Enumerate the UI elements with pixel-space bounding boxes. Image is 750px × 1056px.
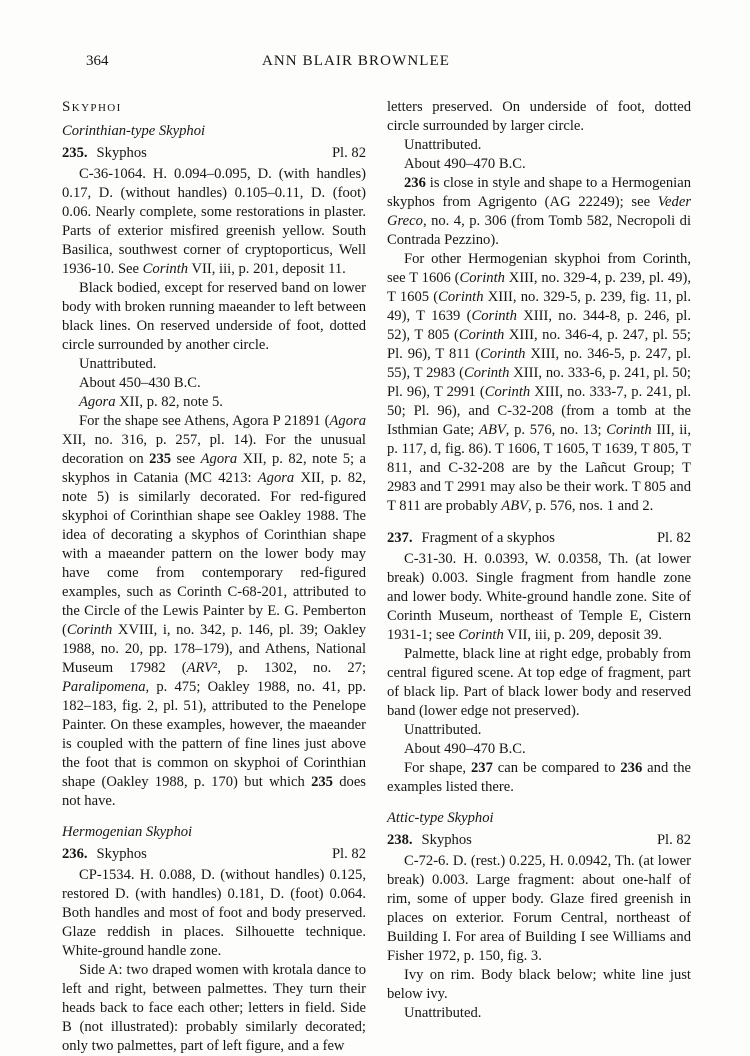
running-head: ANN BLAIR BROWNLEE bbox=[261, 53, 451, 69]
entry-heading bbox=[62, 845, 366, 864]
paragraph: Unattributed. bbox=[79, 356, 157, 372]
plate-reference: Pl. 82 bbox=[656, 832, 691, 848]
italic-citation: Corinth bbox=[438, 289, 484, 305]
subsection-heading: Corinthian-type Skyphoi bbox=[62, 123, 206, 139]
italic-citation: Corinth bbox=[471, 308, 517, 324]
entry-heading bbox=[62, 144, 366, 163]
italic-citation: Agora bbox=[329, 413, 366, 429]
paragraph: For other Hermogenian skyphoi from Corinth, see T 1606 (Corinth XIII, no. 329-4, p. 239, pl. 49), T 1605 (Corinth XIII, no. 329-5, p. 239, fig. 11, pl. 49), T 1639 (Corinth XIII, no. 344-8, p. 246, pl. 52), T 805 (Corinth XIII, no. 346-4, p. 247, pl. 55; Pl. 96), T 811 (Corinth XIII, no. 346-5, p. 247, pl. 55), T 2983 (Corinth XIII, no. 333-6, p. 241, pl. 50; Pl. 96), T 2991 (Corinth XIII, no. 333-7, p. 241, pl. 50; Pl. 96), and C-32-208 (from a tomb at the Isthmian Gate; ABV, p. 576, no. 13; Corinth III, ii, p. 117, d, fig. 86). T 1606, T 1605, T 1639, T 805, T 811, and C-32-208 are by the Lañcut Group; T 2983 and T 2991 may also be their work. T 805 and T 811 are probably ABV, p. 576, nos. 1 and 2. bbox=[387, 251, 691, 514]
subsection-heading: Attic-type Skyphoi bbox=[387, 810, 494, 826]
paragraph: letters preserved. On underside of foot, dotted circle surrounded by larger circle. bbox=[387, 99, 691, 134]
paragraph: About 490–470 B.C. bbox=[404, 741, 526, 757]
italic-citation: Corinth bbox=[459, 270, 505, 286]
paragraph: C-31-30. H. 0.0393, W. 0.0358, Th. (at lower break) 0.003. Single fragment from handle zone and lower body. White-ground handle zone. Site of Corinth Museum, northeast of Temple E, Cistern 1931-1; see Corinth VII, iii, p. 209, deposit 39. bbox=[387, 551, 691, 643]
paragraph: About 450–430 B.C. bbox=[79, 375, 201, 391]
entry-title: Skyphos bbox=[96, 846, 147, 862]
italic-citation: Corinth bbox=[458, 327, 505, 343]
bold-entry-reference: 236 bbox=[620, 760, 643, 776]
paragraph: Side A: two draped women with krotala dance to left and right, between palmettes. They turn their heads back to face each other; letters in field. Side B (not illustrated): probably similarly decorated; only two palmettes, part of left figure, and a few bbox=[62, 962, 366, 1054]
paragraph: CP-1534. H. 0.088, D. (without handles) 0.125, restored D. (with handles) 0.181, D. (foot) 0.064. Both handles and most of foot and body preserved. Glaze reddish in places. Silhouette technique. White-ground handle zone. bbox=[62, 867, 366, 959]
plate-reference: Pl. 82 bbox=[331, 145, 366, 161]
paragraph: Ivy on rim. Body black below; white line just below ivy. bbox=[387, 967, 691, 1002]
italic-citation: Corinth bbox=[66, 622, 113, 638]
paragraph: Agora XII, p. 82, note 5. bbox=[79, 394, 223, 410]
italic-citation: Corinth bbox=[458, 627, 504, 643]
italic-citation: Agora bbox=[79, 394, 116, 410]
italic-citation: ARV bbox=[186, 660, 214, 676]
right-column bbox=[387, 98, 691, 1056]
bold-entry-reference: 235 bbox=[311, 774, 333, 790]
italic-citation: ABV bbox=[479, 422, 506, 438]
bold-entry-reference: 237 bbox=[470, 760, 493, 776]
italic-citation: Agora bbox=[257, 470, 295, 486]
entry-number: 238. bbox=[387, 832, 413, 848]
plate-reference: Pl. 82 bbox=[656, 530, 691, 546]
paragraph: C-36-1064. H. 0.094–0.095, D. (with handles) 0.17, D. (without handles) 0.105–0.11, D. (foot) 0.06. Nearly complete, some restorations in plaster. Parts of exterior misfired greenish yellow. South Basilica, southwest corner of cryptoporticus, Well 1936-10. See Corinth VII, iii, p. 201, deposit 11. bbox=[62, 166, 366, 277]
italic-citation: Corinth bbox=[464, 365, 510, 381]
entry-heading bbox=[387, 529, 691, 548]
italic-citation: Corinth bbox=[142, 261, 189, 277]
left-column bbox=[62, 98, 366, 1056]
entry-title: Fragment of a skyphos bbox=[421, 530, 555, 546]
entry-number: 236. bbox=[62, 846, 88, 862]
italic-citation: ABV bbox=[501, 498, 529, 514]
paragraph: C-72-6. D. (rest.) 0.225, H. 0.0942, Th. (at lower break) 0.003. Large fragment: about one-half of rim, some of upper body. Glaze fired greenish in places on exterior. Forum Central, northeast of Building I. For area of Building I see Williams and Fisher 1972, p. 150, fig. 3. bbox=[387, 853, 691, 964]
page-header bbox=[62, 52, 690, 72]
entry-title: Skyphos bbox=[96, 145, 147, 161]
text-columns bbox=[62, 98, 690, 1056]
section-heading: Skyphoi bbox=[62, 99, 122, 115]
bold-entry-reference: 235 bbox=[149, 451, 172, 467]
paragraph: Black bodied, except for reserved band on lower body with broken running maeander to left between black lines. On reserved underside of foot, dotted circle surrounded by another circle. bbox=[62, 280, 366, 353]
paragraph: Unattributed. bbox=[404, 137, 482, 153]
entry-number: 237. bbox=[387, 530, 413, 546]
italic-citation: Corinth bbox=[484, 384, 531, 400]
entry-number: 235. bbox=[62, 145, 88, 161]
italic-citation: Veder Greco bbox=[387, 194, 691, 229]
paragraph: For the shape see Athens, Agora P 21891 (Agora XII, no. 316, p. 257, pl. 14). For the unusual decoration on 235 see Agora XII, p. 82, note 5; a skyphos in Catania (MC 4213: Agora XII, p. 82, note 5) is similarly decorated. For red-figured skyphoi of Corinthian shape see Oakley 1988. The idea of decorating a skyphos of Corinthian shape with a maeander pattern on the lower body may have come from contemporary red-figured examples, such as Corinth C-68-201, attributed to the Circle of the Lewis Painter by E. G. Pemberton (Corinth XVIII, i, no. 342, p. 146, pl. 39; Oakley 1988, no. 20, pp. 178–179), and Athens, National Museum 17982 (ARV², p. 1302, no. 27; Paralipomena, p. 475; Oakley 1988, no. 41, pp. 182–183, fig. 2, pl. 51), attributed to the Penelope Painter. On these examples, however, the maeander is coupled with the pattern of fine lines just above the foot that is common on skyphoi of Corinthian shape (Oakley 1988, p. 170) but which 235 does not have. bbox=[62, 413, 366, 809]
paragraph: Unattributed. bbox=[404, 722, 482, 738]
paragraph: About 490–470 B.C. bbox=[404, 156, 526, 172]
italic-citation: Corinth bbox=[606, 422, 652, 438]
paragraph: For shape, 237 can be compared to 236 and the examples listed there. bbox=[387, 760, 691, 795]
entry-heading bbox=[387, 831, 691, 850]
subsection-heading: Hermogenian Skyphoi bbox=[62, 824, 193, 840]
paragraph: 236 is close in style and shape to a Hermogenian skyphos from Agrigento (AG 22249); see Veder Greco, no. 4, p. 306 (from Tomb 582, Necropoli di Contrada Pezzino). bbox=[387, 175, 691, 248]
entry-title: Skyphos bbox=[421, 832, 472, 848]
page-number: 364 bbox=[86, 53, 109, 69]
bold-entry-reference: 236 bbox=[404, 175, 426, 191]
italic-citation: Agora bbox=[200, 451, 238, 467]
plate-reference: Pl. 82 bbox=[331, 846, 366, 862]
paragraph: Palmette, black line at right edge, probably from central figured scene. At top edge of fragment, part of black lip. Part of black lower body and reserved band (lower edge not preserved). bbox=[387, 646, 691, 719]
paragraph: Unattributed. bbox=[404, 1005, 482, 1021]
italic-citation: Paralipomena bbox=[62, 679, 146, 695]
italic-citation: Corinth bbox=[480, 346, 526, 362]
